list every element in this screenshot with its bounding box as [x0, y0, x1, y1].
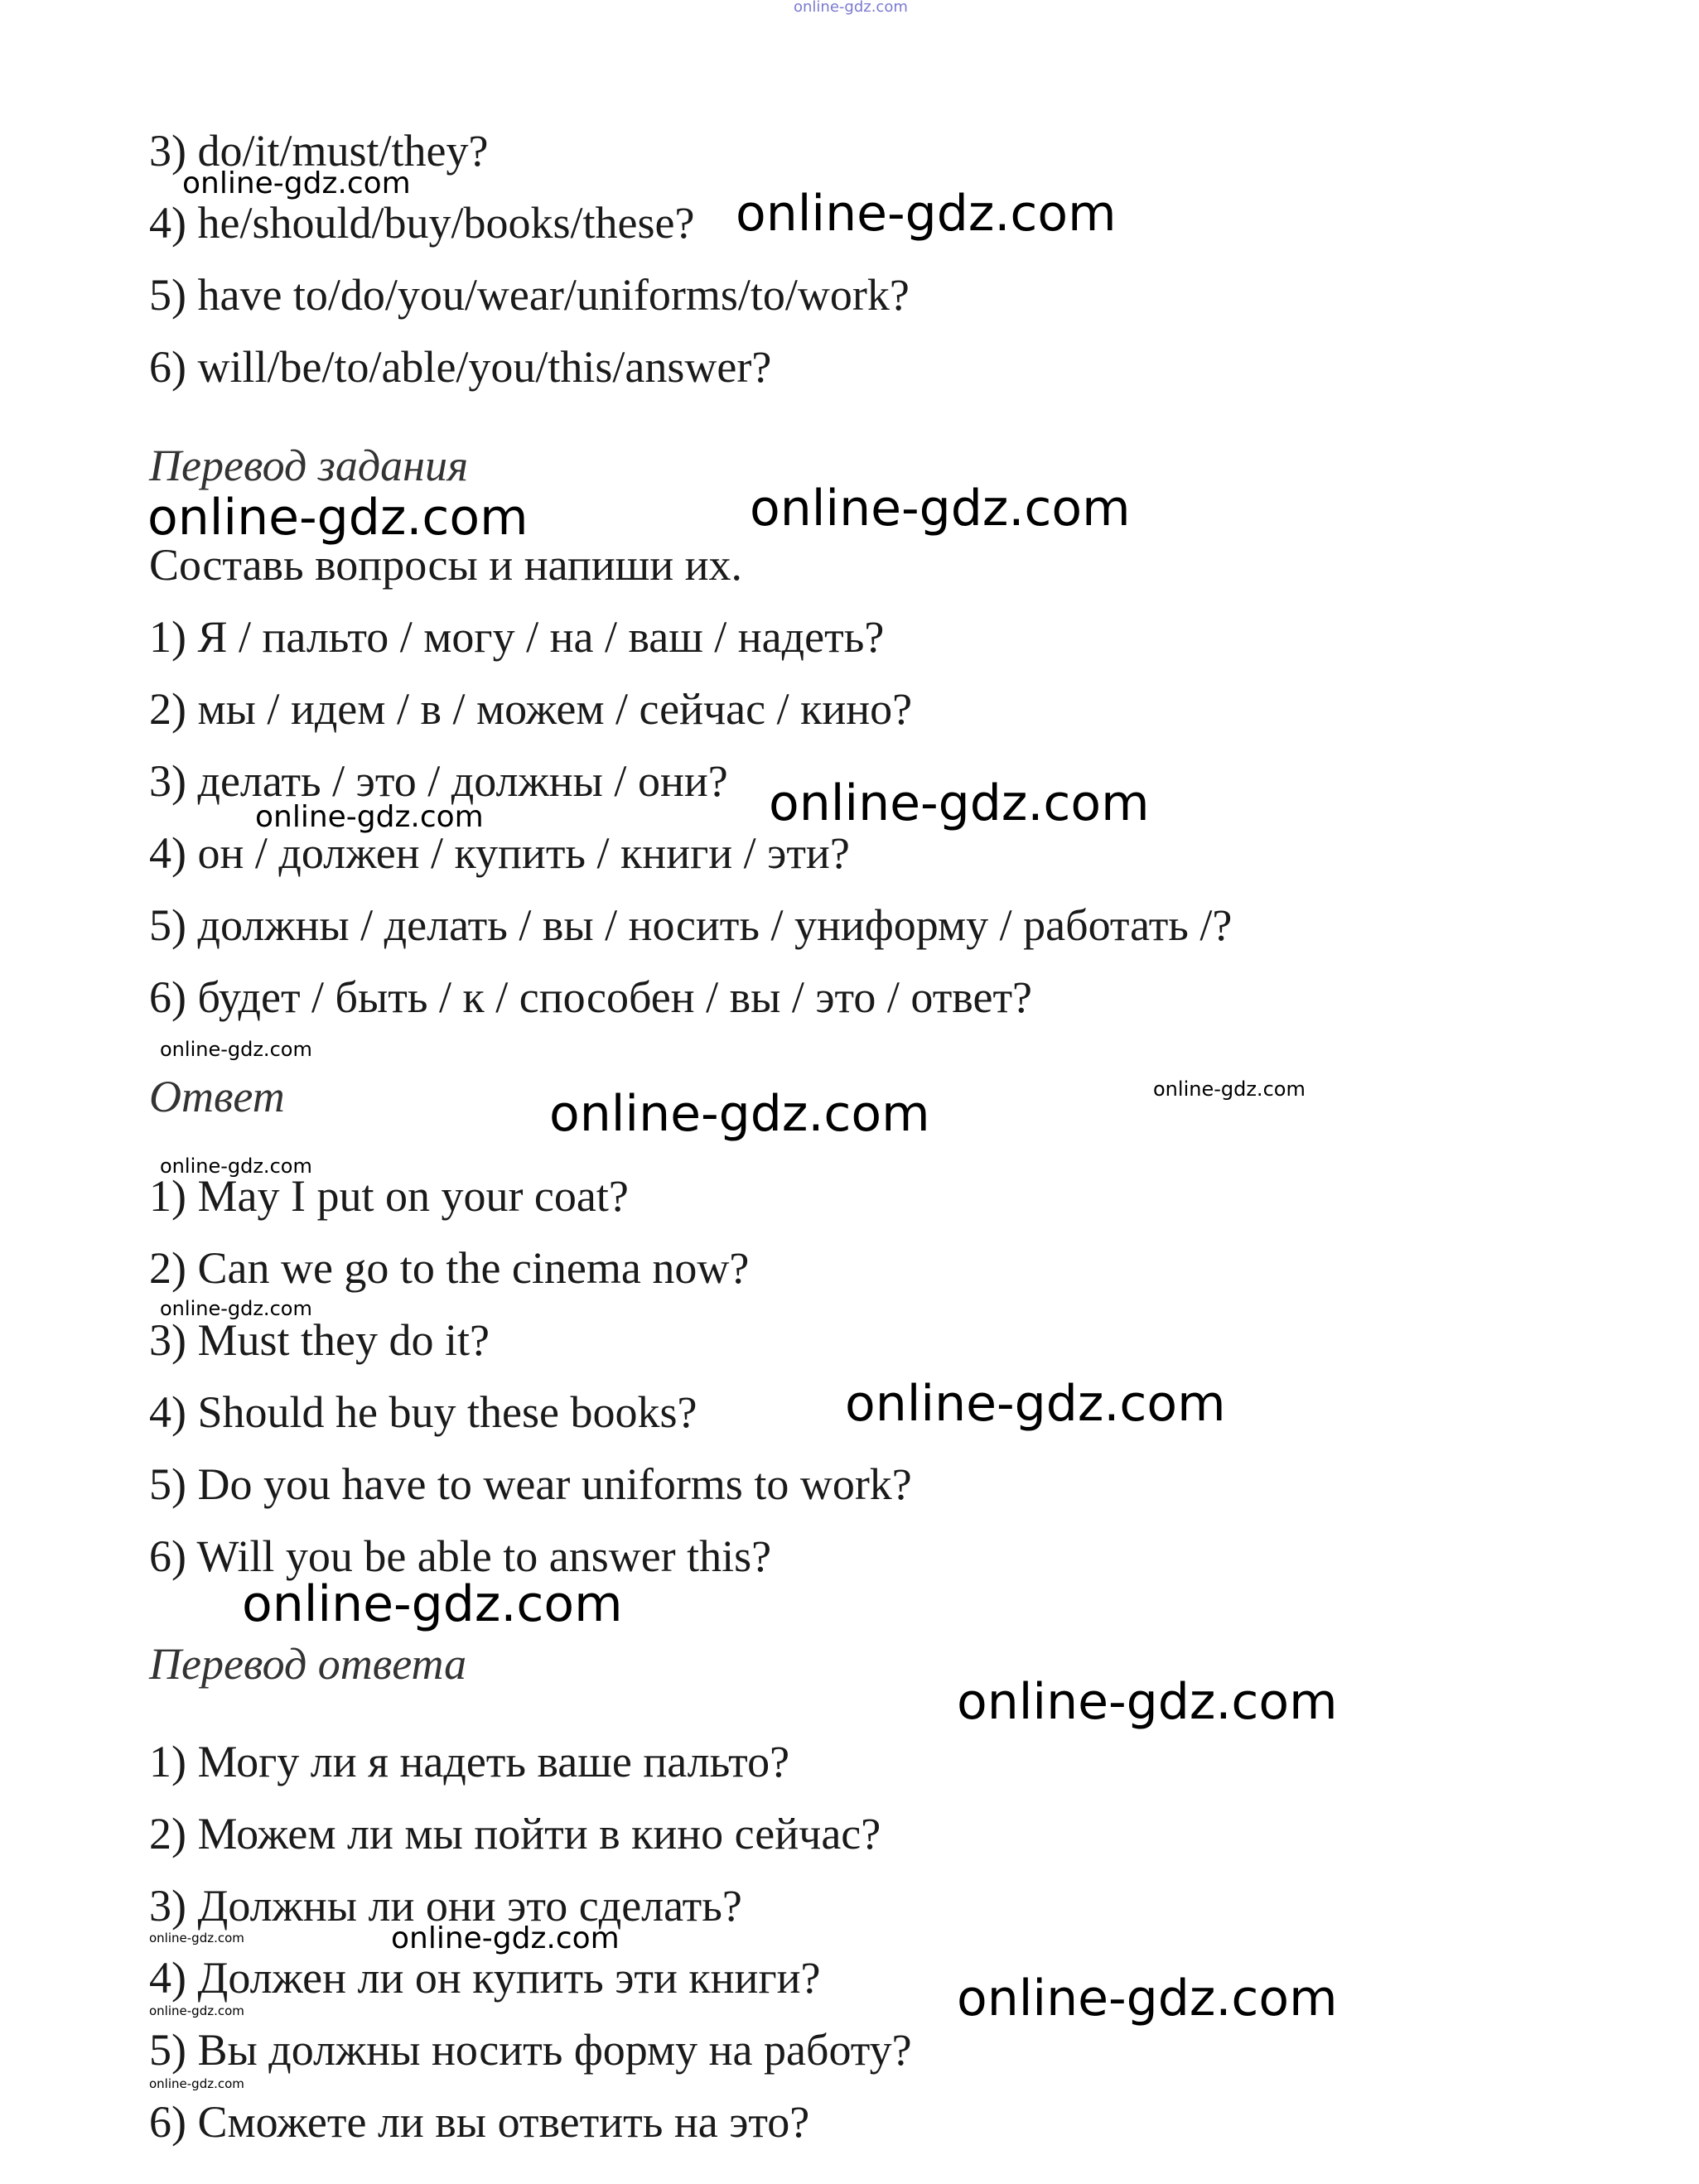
watermark: online-gdz.com: [957, 1969, 1338, 2027]
watermark: online-gdz.com: [750, 480, 1131, 538]
watermark: online-gdz.com: [160, 1297, 312, 1320]
translation-answer-item-4: 4) Должен ли он купить эти книги?: [149, 1953, 821, 2003]
answer-item-3: 3) Must they do it?: [149, 1315, 490, 1365]
watermark: online-gdz.com: [255, 800, 484, 834]
watermark: online-gdz.com: [957, 1673, 1338, 1731]
translation-answer-item-3: 3) Должны ли они это сделать?: [149, 1881, 742, 1931]
task-item-3: 3) do/it/must/they?: [149, 126, 489, 176]
watermark: online-gdz.com: [769, 774, 1150, 832]
translation-answer-item-1: 1) Могу ли я надеть ваше пальто?: [149, 1737, 790, 1786]
watermark-top: online-gdz.com: [794, 0, 908, 16]
translation-task-instruction: Составь вопросы и напиши их.: [149, 540, 743, 590]
watermark: online-gdz.com: [149, 1931, 244, 1945]
watermark: online-gdz.com: [736, 185, 1117, 243]
watermark: online-gdz.com: [845, 1375, 1226, 1433]
watermark: online-gdz.com: [391, 1921, 620, 1955]
translation-task-item-5: 5) должны / делать / вы / носить / униформу / работать /?: [149, 900, 1233, 950]
watermark: online-gdz.com: [549, 1085, 930, 1143]
translation-task-item-6: 6) будет / быть / к / способен / вы / это / ответ?: [149, 972, 1033, 1022]
translation-answer-item-6: 6) Сможете ли вы ответить на это?: [149, 2097, 810, 2147]
translation-task-item-1: 1) Я / пальто / могу / на / ваш / надеть?: [149, 612, 885, 662]
translation-answer-item-2: 2) Можем ли мы пойти в кино сейчас?: [149, 1809, 881, 1859]
watermark: online-gdz.com: [160, 1155, 312, 1178]
watermark: online-gdz.com: [160, 1038, 312, 1061]
answer-item-1: 1) May I put on your coat?: [149, 1171, 629, 1221]
translation-task-item-4: 4) он / должен / купить / книги / эти?: [149, 828, 850, 878]
task-item-6: 6) will/be/to/able/you/this/answer?: [149, 342, 772, 392]
translation-answer-heading: Перевод ответа: [149, 1639, 467, 1689]
answer-item-2: 2) Can we go to the cinema now?: [149, 1243, 750, 1293]
translation-task-heading: Перевод задания: [149, 441, 469, 490]
task-item-4: 4) he/should/buy/books/these?: [149, 198, 695, 248]
answer-item-4: 4) Should he buy these books?: [149, 1387, 697, 1437]
translation-task-item-2: 2) мы / идем / в / можем / сейчас / кино?: [149, 684, 913, 734]
task-item-5: 5) have to/do/you/wear/uniforms/to/work?: [149, 270, 910, 320]
answer-item-6: 6) Will you be able to answer this?: [149, 1531, 772, 1581]
watermark: online-gdz.com: [149, 2076, 244, 2091]
watermark: online-gdz.com: [242, 1575, 623, 1633]
watermark: online-gdz.com: [182, 166, 411, 200]
translation-task-item-3: 3) делать / это / должны / они?: [149, 756, 728, 806]
watermark: online-gdz.com: [149, 2003, 244, 2018]
answer-item-5: 5) Do you have to wear uniforms to work?: [149, 1459, 912, 1509]
watermark: online-gdz.com: [1153, 1078, 1306, 1101]
translation-answer-item-5: 5) Вы должны носить форму на работу?: [149, 2025, 912, 2075]
answer-heading: Ответ: [149, 1072, 285, 1121]
watermark: online-gdz.com: [147, 489, 529, 547]
